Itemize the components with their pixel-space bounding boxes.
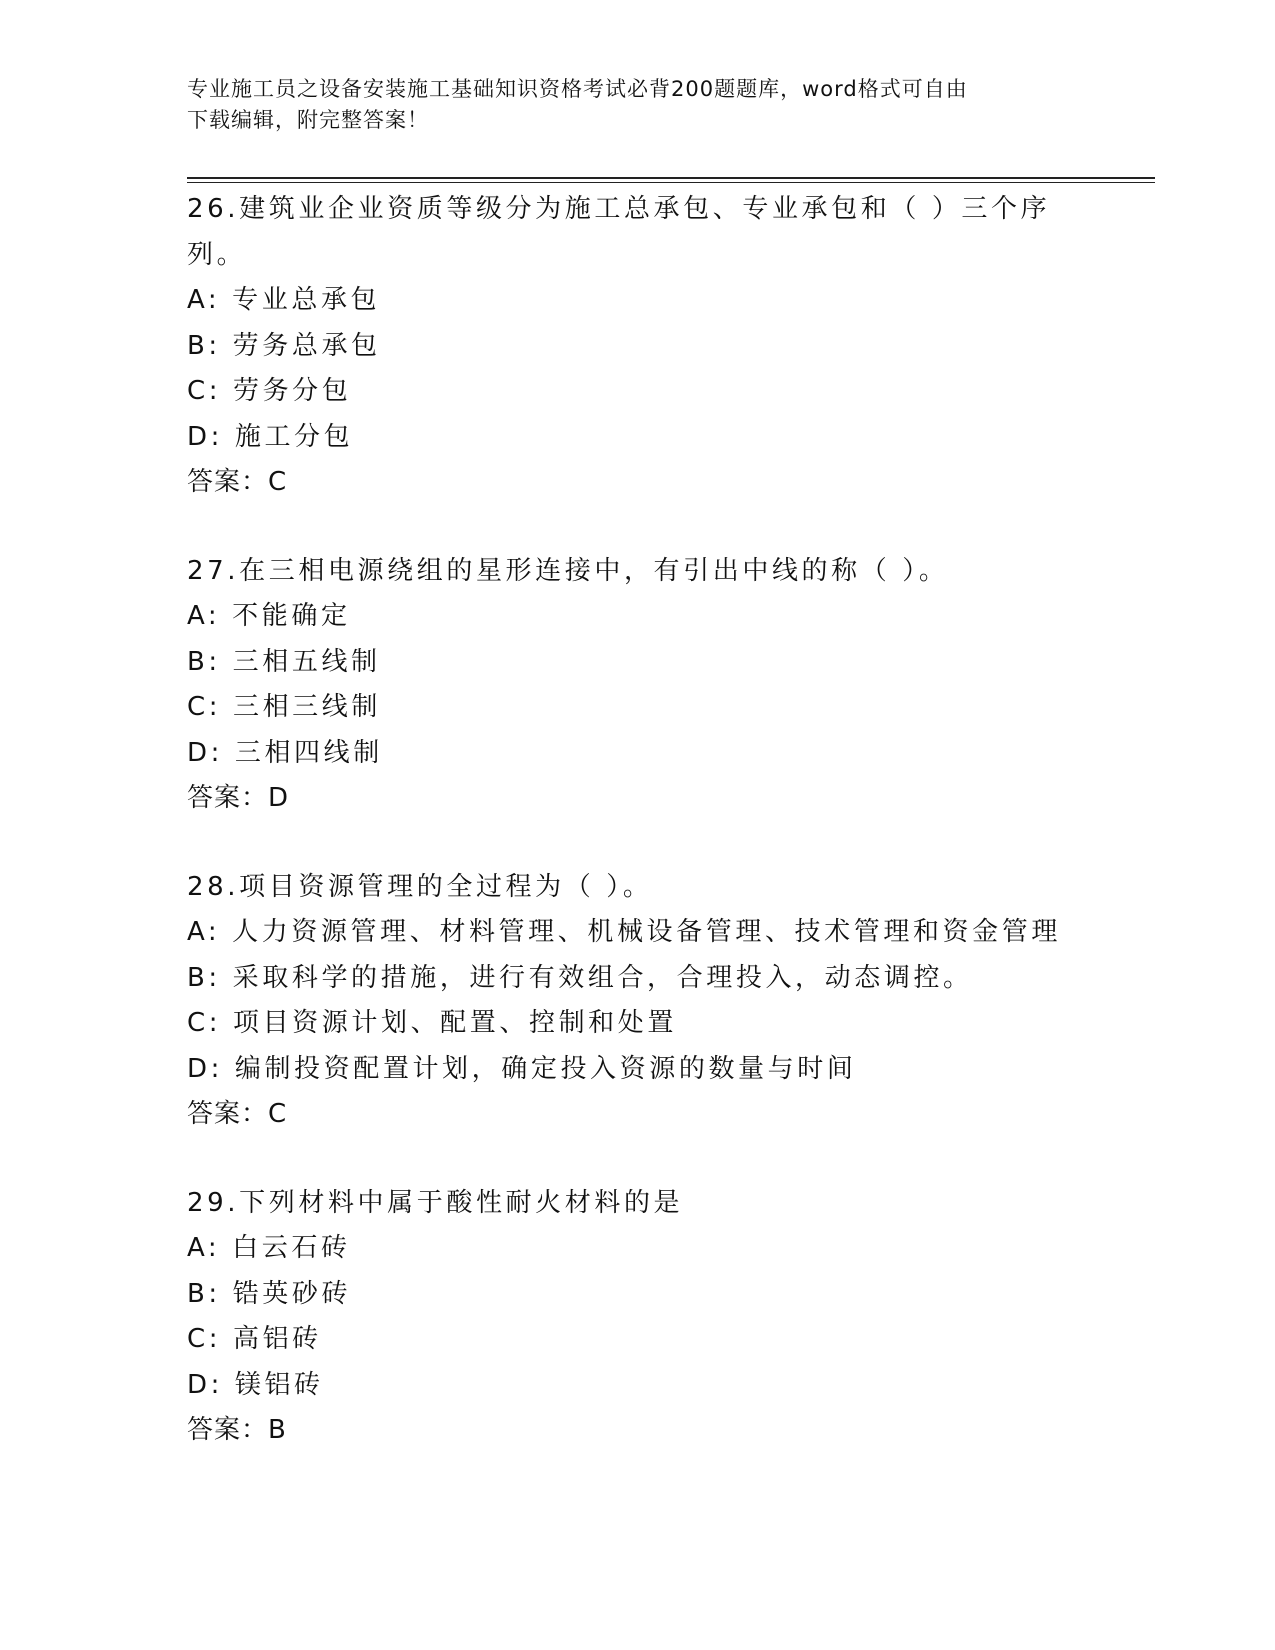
option-a: A: 专业总承包	[187, 285, 381, 315]
question-26	[187, 187, 1087, 506]
header-divider-thick	[187, 177, 1155, 179]
option-b: B: 锆英砂砖	[187, 1278, 352, 1309]
question-29	[187, 1181, 1087, 1454]
question-title: 29.下列材料中属于酸性耐火材料的是	[187, 1187, 684, 1218]
question-title: 27.在三相电源绕组的星形连接中，有引出中线的称（ ）。	[187, 555, 949, 586]
option-b: B: 采取科学的措施，进行有效组合，合理投入，动态调控。	[187, 962, 973, 993]
answer-label: 答案：C	[187, 1099, 288, 1129]
option-a: A: 白云石砖	[187, 1233, 351, 1263]
question-28	[187, 865, 1087, 1138]
option-b: B: 劳务总承包	[187, 330, 381, 361]
option-c: C: 三相三线制	[187, 692, 381, 722]
option-c: C: 高铝砖	[187, 1324, 322, 1354]
option-c: C: 项目资源计划、配置、控制和处置	[187, 1008, 677, 1038]
document-header	[187, 74, 1067, 136]
header-line-1: 专业施工员之设备安装施工基础知识资格考试必背200题题库，word格式可自由	[187, 77, 968, 101]
answer-label: 答案：B	[187, 1415, 287, 1445]
question-27	[187, 549, 1087, 822]
answer-label: 答案：C	[187, 467, 288, 497]
option-a: A: 不能确定	[187, 601, 351, 631]
option-d: D: 施工分包	[187, 421, 354, 452]
option-d: D: 镁铝砖	[187, 1369, 324, 1400]
answer-label: 答案：D	[187, 783, 290, 813]
option-a: A: 人力资源管理、材料管理、机械设备管理、技术管理和资金管理	[187, 917, 1061, 947]
question-title: 26.建筑业企业资质等级分为施工总承包、专业承包和（ ）三个序列。	[187, 194, 1051, 270]
option-d: D: 三相四线制	[187, 737, 383, 768]
question-title: 28.项目资源管理的全过程为（ ）。	[187, 871, 653, 902]
header-divider-thin	[187, 182, 1155, 183]
header-line-2: 下载编辑，附完整答案！	[187, 108, 429, 132]
option-b: B: 三相五线制	[187, 646, 381, 677]
option-d: D: 编制投资配置计划，确定投入资源的数量与时间	[187, 1053, 857, 1084]
option-c: C: 劳务分包	[187, 376, 352, 406]
question-list	[187, 187, 1087, 1497]
